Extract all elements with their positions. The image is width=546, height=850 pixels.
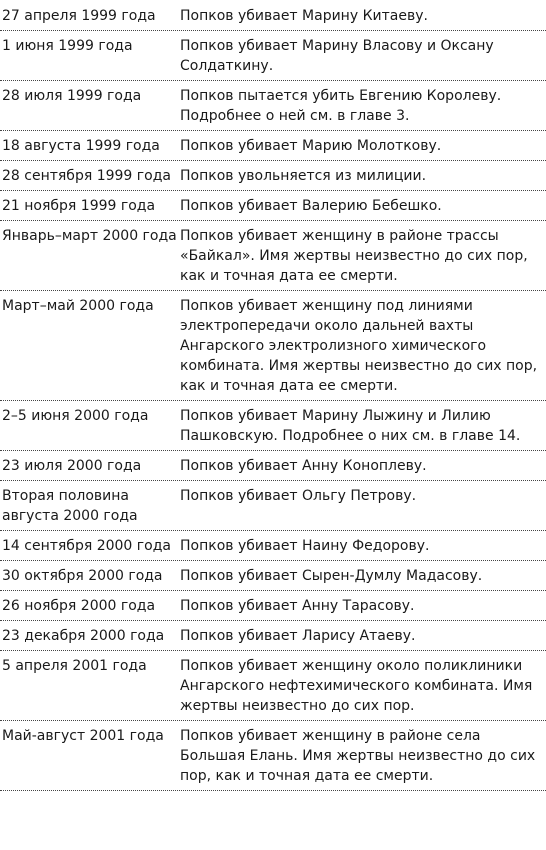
timeline-row xyxy=(0,161,546,191)
row-date: 26 ноября 2000 года xyxy=(2,598,156,614)
row-event: Попков убивает Валерию Бебешко. xyxy=(180,198,442,214)
timeline-row xyxy=(0,651,546,721)
timeline-row xyxy=(0,291,546,401)
row-event: Попков убивает Марину Лыжину и Лилию Пашковскую. Подробнее о них см. в главе 14. xyxy=(180,408,521,444)
row-event: Попков убивает Анну Тарасову. xyxy=(180,598,415,614)
timeline-row xyxy=(0,131,546,161)
row-event: Попков убивает Ларису Атаеву. xyxy=(180,628,416,644)
row-date: 23 июля 2000 года xyxy=(2,458,142,474)
row-date: 21 ноября 1999 года xyxy=(2,198,156,214)
row-event: Попков убивает женщину под линиями электропередачи около дальней вахты Ангарского электролизного химического комбината. Имя жертвы неизвестно до сих пор, как и точная дата ее смерти. xyxy=(180,298,538,394)
row-date: Март–май 2000 года xyxy=(2,298,154,314)
row-date: 5 апреля 2001 года xyxy=(2,658,147,674)
timeline-row xyxy=(0,221,546,291)
row-event: Попков пытается убить Евгению Королеву. Подробнее о ней см. в главе 3. xyxy=(180,88,502,124)
timeline-row xyxy=(0,31,546,81)
timeline-row xyxy=(0,0,546,31)
row-date: Январь–март 2000 года xyxy=(2,228,177,244)
row-event: Попков убивает Анну Коноплеву. xyxy=(180,458,427,474)
row-date: 28 сентября 1999 года xyxy=(2,168,171,184)
row-event: Попков убивает Наину Федорову. xyxy=(180,538,430,554)
row-date: 30 октября 2000 года xyxy=(2,568,163,584)
row-event: Попков убивает женщину в районе трассы «Байкал». Имя жертвы неизвестно до сих пор, как и точная дата ее смерти. xyxy=(180,228,528,284)
row-date: 18 августа 1999 года xyxy=(2,138,160,154)
timeline-row xyxy=(0,621,546,651)
row-event: Попков убивает женщину в районе села Большая Елань. Имя жертвы неизвестно до сих пор, как и точная дата ее смерти. xyxy=(180,728,536,784)
timeline-row xyxy=(0,81,546,131)
timeline-row xyxy=(0,531,546,561)
timeline-row xyxy=(0,591,546,621)
row-date: 23 декабря 2000 года xyxy=(2,628,165,644)
row-date: 28 июля 1999 года xyxy=(2,88,142,104)
timeline-row xyxy=(0,451,546,481)
timeline-row xyxy=(0,561,546,591)
row-event: Попков убивает Марину Власову и Оксану Солдаткину. xyxy=(180,38,494,74)
timeline-row xyxy=(0,481,546,531)
row-date: 1 июня 1999 года xyxy=(2,38,133,54)
row-event: Попков убивает Ольгу Петрову. xyxy=(180,488,417,504)
row-date: 27 апреля 1999 года xyxy=(2,8,156,24)
timeline-row xyxy=(0,721,546,791)
row-event: Попков убивает Марину Китаеву. xyxy=(180,8,428,24)
row-date: 14 сентября 2000 года xyxy=(2,538,171,554)
row-event: Попков убивает Марию Молоткову. xyxy=(180,138,442,154)
row-date: Вторая половина августа 2000 года xyxy=(2,488,138,524)
timeline-row xyxy=(0,401,546,451)
row-date: Май-август 2001 года xyxy=(2,728,164,744)
row-event: Попков увольняется из милиции. xyxy=(180,168,427,184)
row-date: 2–5 июня 2000 года xyxy=(2,408,149,424)
row-event: Попков убивает женщину около поликлиники Ангарского нефтехимического комбината. Имя жертвы неизвестно до сих пор. xyxy=(180,658,533,714)
timeline-row xyxy=(0,191,546,221)
row-event: Попков убивает Сырен-Думлу Мадасову. xyxy=(180,568,483,584)
